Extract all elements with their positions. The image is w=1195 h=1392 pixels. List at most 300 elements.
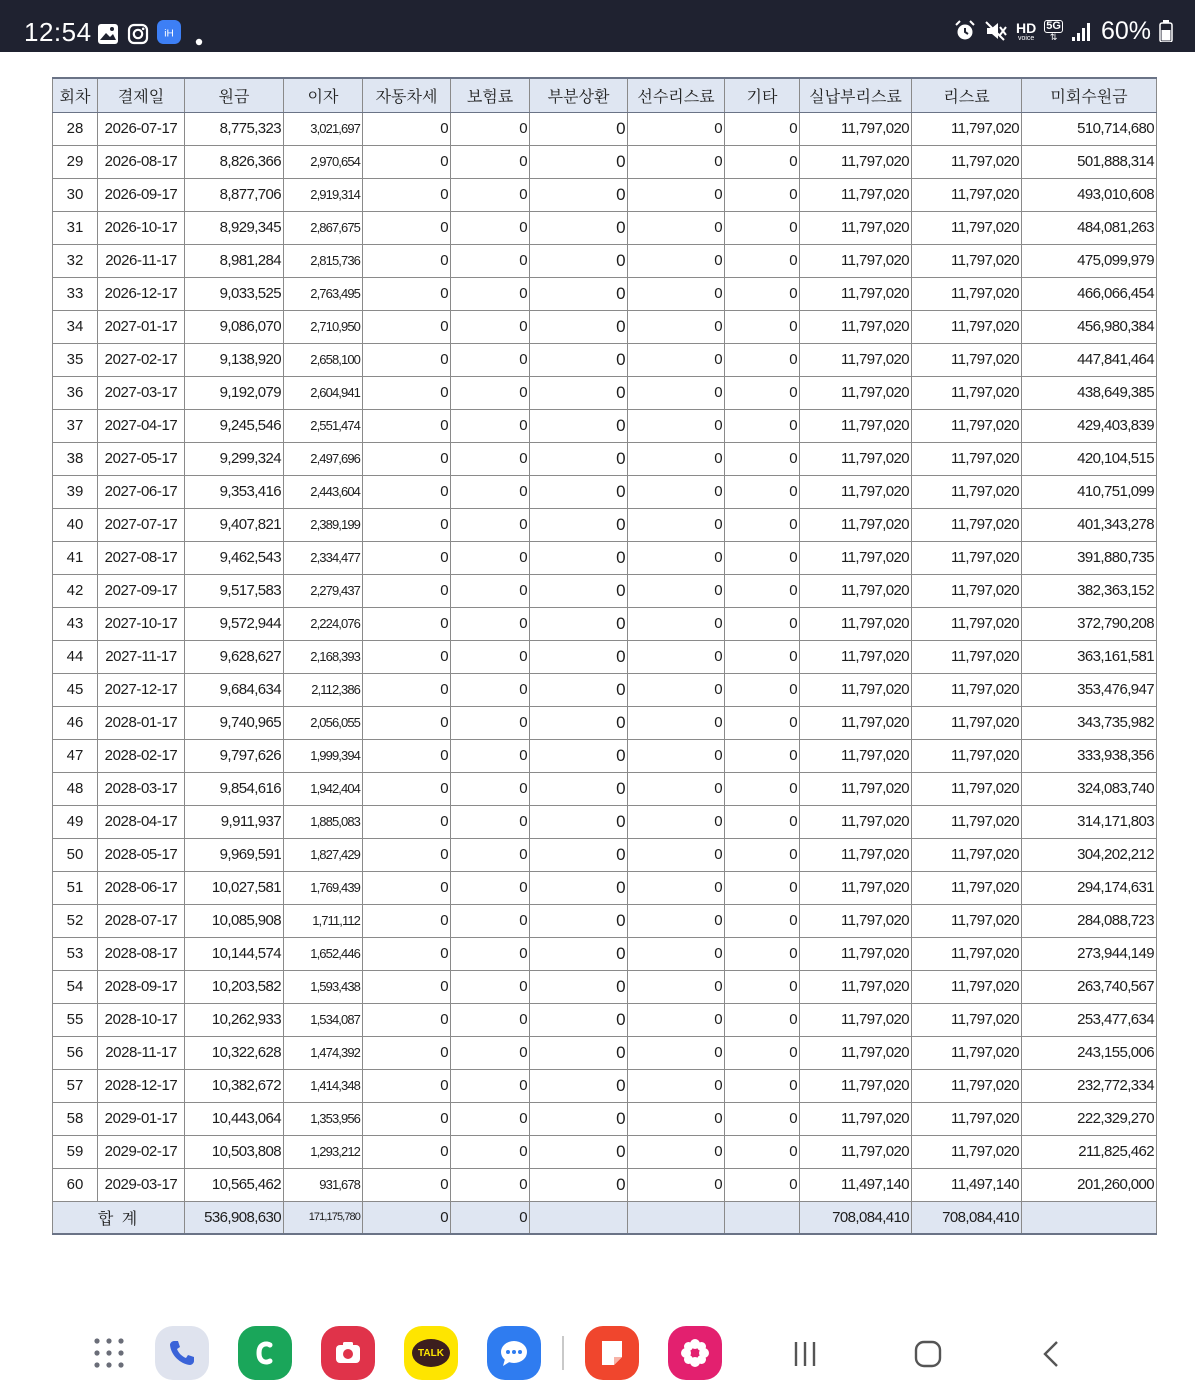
cell-other: 0 [725, 178, 800, 211]
cell-principal: 9,033,525 [185, 277, 284, 310]
table-row [53, 838, 1157, 871]
cell-prepaid-lease: 0 [628, 574, 725, 607]
cell-auto-tax: 0 [363, 805, 451, 838]
cell-actual-lease-payment: 11,797,020 [800, 838, 912, 871]
cell-lease-payment: 11,797,020 [912, 310, 1022, 343]
cell-payment-date: 2028-04-17 [98, 805, 185, 838]
cell-other: 0 [725, 310, 800, 343]
cell-prepaid-lease: 0 [628, 673, 725, 706]
header-auto-tax: 자동차세 [363, 78, 451, 112]
cell-partial-repayment: 0 [530, 739, 628, 772]
table-row [53, 739, 1157, 772]
cell-partial-repayment: 0 [530, 1135, 628, 1168]
header-other: 기타 [725, 78, 800, 112]
cell-prepaid-lease: 0 [628, 178, 725, 211]
cell-actual-lease-payment: 11,497,140 [800, 1168, 912, 1201]
mute-icon [984, 20, 1008, 42]
cell-lease-payment: 11,797,020 [912, 1102, 1022, 1135]
recent-apps-icon [790, 1339, 820, 1369]
cell-partial-repayment: 0 [530, 178, 628, 211]
cell-partial-repayment: 0 [530, 277, 628, 310]
cell-interest: 2,279,437 [284, 574, 363, 607]
cell-principal: 9,740,965 [185, 706, 284, 739]
cell-round: 29 [53, 145, 98, 178]
cell-actual-lease-payment: 11,797,020 [800, 508, 912, 541]
cell-insurance: 0 [451, 970, 530, 1003]
table-row [53, 277, 1157, 310]
table-row [53, 508, 1157, 541]
table-row [53, 178, 1157, 211]
cell-insurance: 0 [451, 244, 530, 277]
bottom-dock [0, 1316, 1195, 1392]
cell-partial-repayment: 0 [530, 475, 628, 508]
cell-other: 0 [725, 1003, 800, 1036]
table-body [53, 112, 1157, 1201]
cell-prepaid-lease: 0 [628, 376, 725, 409]
cell-principal: 10,382,672 [185, 1069, 284, 1102]
cell-round: 59 [53, 1135, 98, 1168]
cell-round: 38 [53, 442, 98, 475]
cell-payment-date: 2026-11-17 [98, 244, 185, 277]
cell-insurance: 0 [451, 1036, 530, 1069]
table-row [53, 904, 1157, 937]
cell-prepaid-lease: 0 [628, 607, 725, 640]
cell-principal: 9,854,616 [185, 772, 284, 805]
table-row [53, 1135, 1157, 1168]
cell-round: 52 [53, 904, 98, 937]
cell-other: 0 [725, 244, 800, 277]
cell-other: 0 [725, 772, 800, 805]
cell-interest: 2,658,100 [284, 343, 363, 376]
cell-prepaid-lease: 0 [628, 244, 725, 277]
cell-insurance: 0 [451, 706, 530, 739]
app-drawer-icon[interactable] [82, 1326, 136, 1380]
cell-auto-tax: 0 [363, 475, 451, 508]
cell-round: 31 [53, 211, 98, 244]
header-principal: 원금 [185, 78, 284, 112]
cell-lease-payment: 11,797,020 [912, 1069, 1022, 1102]
cell-insurance: 0 [451, 409, 530, 442]
cell-principal: 10,203,582 [185, 970, 284, 1003]
cell-actual-lease-payment: 11,797,020 [800, 1003, 912, 1036]
cell-insurance: 0 [451, 277, 530, 310]
cell-other: 0 [725, 508, 800, 541]
cell-other: 0 [725, 1135, 800, 1168]
back-button[interactable] [1032, 1334, 1072, 1374]
cell-prepaid-lease: 0 [628, 970, 725, 1003]
header-lease-payment: 리스료 [912, 78, 1022, 112]
battery-percent: 60% [1100, 16, 1151, 45]
cell-actual-lease-payment: 11,797,020 [800, 112, 912, 145]
cell-actual-lease-payment: 11,797,020 [800, 706, 912, 739]
cell-other: 0 [725, 277, 800, 310]
home-icon [913, 1339, 943, 1369]
phone-icon[interactable] [155, 1326, 209, 1380]
cell-prepaid-lease: 0 [628, 508, 725, 541]
cell-round: 49 [53, 805, 98, 838]
cell-other: 0 [725, 211, 800, 244]
table-row [53, 607, 1157, 640]
cell-other: 0 [725, 838, 800, 871]
cell-round: 53 [53, 937, 98, 970]
cell-lease-payment: 11,797,020 [912, 772, 1022, 805]
instagram-icon [127, 22, 149, 46]
cell-interest: 2,389,199 [284, 508, 363, 541]
cell-prepaid-lease: 0 [628, 1102, 725, 1135]
cell-payment-date: 2029-02-17 [98, 1135, 185, 1168]
cell-payment-date: 2028-01-17 [98, 706, 185, 739]
cell-other: 0 [725, 475, 800, 508]
cell-lease-payment: 11,797,020 [912, 244, 1022, 277]
cell-partial-repayment: 0 [530, 442, 628, 475]
table-row [53, 706, 1157, 739]
cell-round: 60 [53, 1168, 98, 1201]
cell-lease-payment: 11,797,020 [912, 970, 1022, 1003]
total-empty-cell [725, 1201, 800, 1234]
5g-icon [1044, 20, 1063, 42]
cell-principal: 9,684,634 [185, 673, 284, 706]
cell-partial-repayment: 0 [530, 1102, 628, 1135]
cell-principal: 8,775,323 [185, 112, 284, 145]
cell-other: 0 [725, 343, 800, 376]
cell-lease-payment: 11,797,020 [912, 1135, 1022, 1168]
cell-prepaid-lease: 0 [628, 871, 725, 904]
cell-insurance: 0 [451, 310, 530, 343]
cell-prepaid-lease: 0 [628, 310, 725, 343]
cell-partial-repayment: 0 [530, 838, 628, 871]
cell-prepaid-lease: 0 [628, 640, 725, 673]
cell-insurance: 0 [451, 673, 530, 706]
cell-actual-lease-payment: 11,797,020 [800, 937, 912, 970]
cell-lease-payment: 11,797,020 [912, 838, 1022, 871]
cell-auto-tax: 0 [363, 112, 451, 145]
cell-outstanding-principal: 253,477,634 [1022, 1003, 1157, 1036]
cell-interest: 1,534,087 [284, 1003, 363, 1036]
cell-prepaid-lease: 0 [628, 442, 725, 475]
cell-interest: 2,763,495 [284, 277, 363, 310]
cell-round: 44 [53, 640, 98, 673]
cell-interest: 2,224,076 [284, 607, 363, 640]
app-notification-icon [156, 20, 182, 44]
cell-prepaid-lease: 0 [628, 1135, 725, 1168]
cell-principal: 9,407,821 [185, 508, 284, 541]
cell-auto-tax: 0 [363, 673, 451, 706]
hd-sub-label: voice [1017, 34, 1035, 42]
table-row [53, 541, 1157, 574]
cell-auto-tax: 0 [363, 343, 451, 376]
cell-interest: 1,414,348 [284, 1069, 363, 1102]
cell-interest: 1,652,446 [284, 937, 363, 970]
cell-auto-tax: 0 [363, 1135, 451, 1168]
cell-outstanding-principal: 420,104,515 [1022, 442, 1157, 475]
cell-auto-tax: 0 [363, 145, 451, 178]
cell-prepaid-lease: 0 [628, 211, 725, 244]
cell-principal: 8,981,284 [185, 244, 284, 277]
recent-apps-button[interactable] [785, 1334, 825, 1374]
cell-actual-lease-payment: 11,797,020 [800, 376, 912, 409]
cell-lease-payment: 11,797,020 [912, 409, 1022, 442]
cell-other: 0 [725, 112, 800, 145]
cell-prepaid-lease: 0 [628, 772, 725, 805]
cell-outstanding-principal: 304,202,212 [1022, 838, 1157, 871]
cell-outstanding-principal: 211,825,462 [1022, 1135, 1157, 1168]
cell-round: 41 [53, 541, 98, 574]
battery-icon [1159, 20, 1173, 42]
cell-outstanding-principal: 475,099,979 [1022, 244, 1157, 277]
cell-outstanding-principal: 363,161,581 [1022, 640, 1157, 673]
table-row [53, 442, 1157, 475]
table-row [53, 640, 1157, 673]
cell-auto-tax: 0 [363, 211, 451, 244]
table-row [53, 475, 1157, 508]
cell-auto-tax: 0 [363, 970, 451, 1003]
cell-auto-tax: 0 [363, 1036, 451, 1069]
cell-payment-date: 2029-01-17 [98, 1102, 185, 1135]
cell-round: 40 [53, 508, 98, 541]
cell-partial-repayment: 0 [530, 541, 628, 574]
messages-icon[interactable] [487, 1326, 541, 1380]
cell-partial-repayment: 0 [530, 1003, 628, 1036]
cell-insurance: 0 [451, 574, 530, 607]
cell-interest: 2,710,950 [284, 310, 363, 343]
cell-interest: 2,334,477 [284, 541, 363, 574]
cell-insurance: 0 [451, 904, 530, 937]
cell-lease-payment: 11,797,020 [912, 343, 1022, 376]
cell-lease-payment: 11,797,020 [912, 706, 1022, 739]
cell-actual-lease-payment: 11,797,020 [800, 145, 912, 178]
cell-interest: 1,999,394 [284, 739, 363, 772]
cell-payment-date: 2027-03-17 [98, 376, 185, 409]
cell-actual-lease-payment: 11,797,020 [800, 673, 912, 706]
cell-outstanding-principal: 484,081,263 [1022, 211, 1157, 244]
cell-outstanding-principal: 429,403,839 [1022, 409, 1157, 442]
cell-partial-repayment: 0 [530, 706, 628, 739]
cell-insurance: 0 [451, 211, 530, 244]
cell-principal: 10,443,064 [185, 1102, 284, 1135]
cell-outstanding-principal: 294,174,631 [1022, 871, 1157, 904]
cell-other: 0 [725, 970, 800, 1003]
cell-interest: 1,885,083 [284, 805, 363, 838]
cell-payment-date: 2027-01-17 [98, 310, 185, 343]
cell-prepaid-lease: 0 [628, 1003, 725, 1036]
table-row [53, 772, 1157, 805]
cell-payment-date: 2026-12-17 [98, 277, 185, 310]
cell-insurance: 0 [451, 475, 530, 508]
cell-round: 55 [53, 1003, 98, 1036]
cell-auto-tax: 0 [363, 1168, 451, 1201]
cell-partial-repayment: 0 [530, 805, 628, 838]
cell-prepaid-lease: 0 [628, 145, 725, 178]
dot-icon [195, 30, 203, 54]
total-auto-tax: 0 [363, 1201, 451, 1234]
cell-auto-tax: 0 [363, 574, 451, 607]
cell-partial-repayment: 0 [530, 112, 628, 145]
cell-insurance: 0 [451, 442, 530, 475]
cell-prepaid-lease: 0 [628, 937, 725, 970]
cell-lease-payment: 11,797,020 [912, 1036, 1022, 1069]
cell-auto-tax: 0 [363, 376, 451, 409]
cell-prepaid-lease: 0 [628, 1168, 725, 1201]
cell-lease-payment: 11,797,020 [912, 1003, 1022, 1036]
cell-round: 30 [53, 178, 98, 211]
cell-actual-lease-payment: 11,797,020 [800, 1069, 912, 1102]
cell-round: 58 [53, 1102, 98, 1135]
cell-outstanding-principal: 222,329,270 [1022, 1102, 1157, 1135]
cell-principal: 9,797,626 [185, 739, 284, 772]
cell-lease-payment: 11,797,020 [912, 904, 1022, 937]
cell-other: 0 [725, 1069, 800, 1102]
total-empty-cell [1022, 1201, 1157, 1234]
header-partial-repayment: 부분상환 [530, 78, 628, 112]
chat-bubble-icon [497, 1337, 531, 1369]
lease-schedule-table [52, 77, 1157, 1235]
notes-icon[interactable] [585, 1326, 639, 1380]
cell-insurance: 0 [451, 1003, 530, 1036]
cell-actual-lease-payment: 11,797,020 [800, 970, 912, 1003]
cell-outstanding-principal: 466,066,454 [1022, 277, 1157, 310]
cell-partial-repayment: 0 [530, 640, 628, 673]
table-row [53, 376, 1157, 409]
cell-prepaid-lease: 0 [628, 739, 725, 772]
cell-auto-tax: 0 [363, 937, 451, 970]
cell-partial-repayment: 0 [530, 673, 628, 706]
cell-insurance: 0 [451, 508, 530, 541]
flower-icon [678, 1336, 712, 1370]
cell-outstanding-principal: 353,476,947 [1022, 673, 1157, 706]
cell-interest: 1,711,112 [284, 904, 363, 937]
cell-insurance: 0 [451, 1168, 530, 1201]
cell-insurance: 0 [451, 376, 530, 409]
cell-interest: 2,056,055 [284, 706, 363, 739]
cell-lease-payment: 11,797,020 [912, 442, 1022, 475]
table-row [53, 1036, 1157, 1069]
cell-auto-tax: 0 [363, 244, 451, 277]
cell-auto-tax: 0 [363, 1069, 451, 1102]
cell-prepaid-lease: 0 [628, 805, 725, 838]
cell-payment-date: 2028-07-17 [98, 904, 185, 937]
cell-prepaid-lease: 0 [628, 541, 725, 574]
cell-round: 32 [53, 244, 98, 277]
cell-other: 0 [725, 904, 800, 937]
cell-insurance: 0 [451, 343, 530, 376]
cell-outstanding-principal: 324,083,740 [1022, 772, 1157, 805]
call-app-icon[interactable] [238, 1326, 292, 1380]
cell-insurance: 0 [451, 112, 530, 145]
cell-round: 37 [53, 409, 98, 442]
cell-prepaid-lease: 0 [628, 409, 725, 442]
network-label: 5G [1046, 20, 1061, 32]
cell-partial-repayment: 0 [530, 871, 628, 904]
cell-partial-repayment: 0 [530, 508, 628, 541]
cell-auto-tax: 0 [363, 772, 451, 805]
cell-actual-lease-payment: 11,797,020 [800, 277, 912, 310]
cell-payment-date: 2027-09-17 [98, 574, 185, 607]
cell-interest: 2,919,314 [284, 178, 363, 211]
table-row [53, 805, 1157, 838]
kakaotalk-icon[interactable] [404, 1326, 458, 1380]
cell-auto-tax: 0 [363, 310, 451, 343]
cell-auto-tax: 0 [363, 739, 451, 772]
cell-round: 56 [53, 1036, 98, 1069]
gallery-flower-icon[interactable] [668, 1326, 722, 1380]
cell-insurance: 0 [451, 178, 530, 211]
cell-lease-payment: 11,797,020 [912, 376, 1022, 409]
cell-payment-date: 2027-02-17 [98, 343, 185, 376]
total-actual-lease: 708,084,410 [800, 1201, 912, 1234]
cell-outstanding-principal: 410,751,099 [1022, 475, 1157, 508]
cell-payment-date: 2027-07-17 [98, 508, 185, 541]
cell-other: 0 [725, 937, 800, 970]
cell-round: 28 [53, 112, 98, 145]
cell-payment-date: 2028-08-17 [98, 937, 185, 970]
table-row [53, 574, 1157, 607]
cell-principal: 9,353,416 [185, 475, 284, 508]
cell-principal: 9,628,627 [185, 640, 284, 673]
cell-auto-tax: 0 [363, 871, 451, 904]
table-row [53, 244, 1157, 277]
cell-lease-payment: 11,797,020 [912, 739, 1022, 772]
cell-outstanding-principal: 314,171,803 [1022, 805, 1157, 838]
cell-auto-tax: 0 [363, 640, 451, 673]
cell-payment-date: 2028-11-17 [98, 1036, 185, 1069]
cell-round: 46 [53, 706, 98, 739]
back-icon [1037, 1339, 1067, 1369]
home-button[interactable] [908, 1334, 948, 1374]
cell-principal: 9,462,543 [185, 541, 284, 574]
cell-actual-lease-payment: 11,797,020 [800, 871, 912, 904]
cell-principal: 9,299,324 [185, 442, 284, 475]
cell-outstanding-principal: 243,155,006 [1022, 1036, 1157, 1069]
header-payment-date: 결제일 [98, 78, 185, 112]
alarm-icon [954, 20, 976, 42]
cell-partial-repayment: 0 [530, 1069, 628, 1102]
cell-other: 0 [725, 442, 800, 475]
cell-insurance: 0 [451, 640, 530, 673]
cell-insurance: 0 [451, 739, 530, 772]
cell-partial-repayment: 0 [530, 244, 628, 277]
cell-payment-date: 2027-04-17 [98, 409, 185, 442]
cell-actual-lease-payment: 11,797,020 [800, 607, 912, 640]
cell-auto-tax: 0 [363, 607, 451, 640]
cell-principal: 10,262,933 [185, 1003, 284, 1036]
cell-auto-tax: 0 [363, 178, 451, 211]
cell-interest: 2,497,696 [284, 442, 363, 475]
status-bar [0, 0, 1195, 52]
cell-prepaid-lease: 0 [628, 112, 725, 145]
cell-prepaid-lease: 0 [628, 343, 725, 376]
cell-insurance: 0 [451, 1135, 530, 1168]
cell-principal: 10,565,462 [185, 1168, 284, 1201]
cell-outstanding-principal: 510,714,680 [1022, 112, 1157, 145]
cell-outstanding-principal: 273,944,149 [1022, 937, 1157, 970]
cell-interest: 1,293,212 [284, 1135, 363, 1168]
cell-payment-date: 2026-07-17 [98, 112, 185, 145]
table-row [53, 1168, 1157, 1201]
header-interest: 이자 [284, 78, 363, 112]
total-insurance: 0 [451, 1201, 530, 1234]
hd-label: HD [1016, 19, 1037, 36]
cell-auto-tax: 0 [363, 442, 451, 475]
cell-partial-repayment: 0 [530, 772, 628, 805]
call-c-icon [249, 1337, 281, 1369]
cell-other: 0 [725, 1168, 800, 1201]
cell-other: 0 [725, 871, 800, 904]
cell-payment-date: 2027-05-17 [98, 442, 185, 475]
table-row [53, 343, 1157, 376]
cell-partial-repayment: 0 [530, 145, 628, 178]
cell-interest: 2,815,736 [284, 244, 363, 277]
camera-icon[interactable] [321, 1326, 375, 1380]
